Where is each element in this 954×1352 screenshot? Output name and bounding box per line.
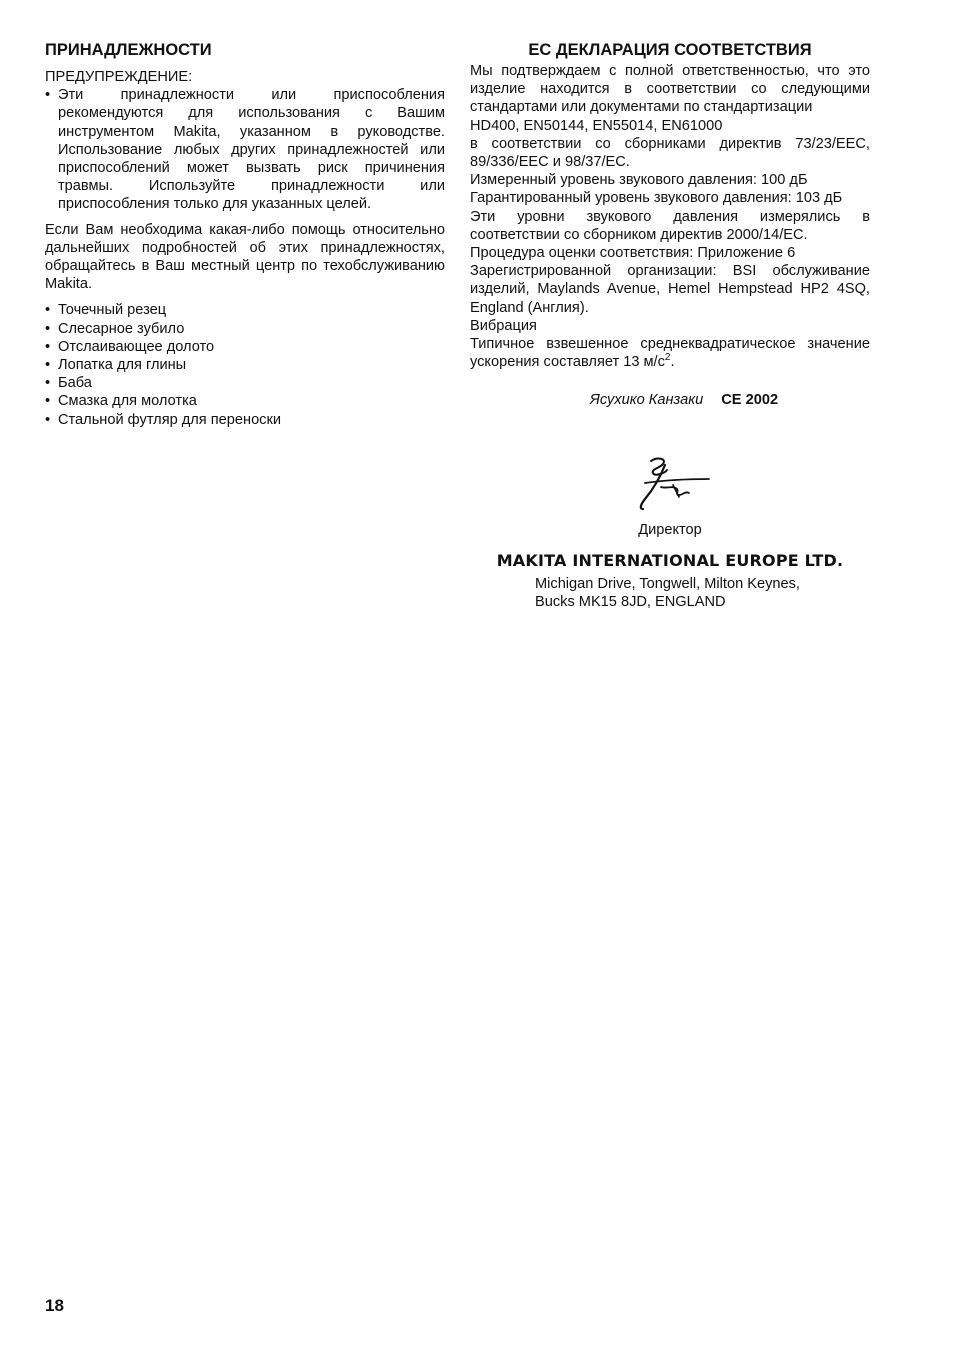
list-item: • Точечный резец (45, 301, 445, 319)
list-item: • Лопатка для глины (45, 356, 445, 374)
accessories-list (45, 301, 445, 428)
signatory-role: Директор (638, 522, 702, 538)
measured-sound-level: Измеренный уровень звукового давления: 100 дБ (470, 172, 808, 189)
list-item: • Слесарное зубило (45, 320, 445, 338)
company-name: MAKITA INTERNATIONAL EUROPE LTD. (496, 551, 844, 570)
warning-text: • Эти принадлежности или приспособления рекомендуются для использования с Вашим инструментом Makita, указанном в руководстве. Использование любых других принадлежностей или приспособлений может вызвать риск причинения травмы. Используйте принадлежности или приспособления только для указанных целей. (45, 86, 445, 213)
declaration-intro: Мы подтверждаем с полной ответственностью, что это изделие находится в соответствии со следующими стандартами или документами по стандартизации (470, 63, 870, 116)
list-item: • Баба (45, 374, 445, 392)
assessment-procedure: Процедура оценки соответствия: Приложение 6 (470, 245, 796, 262)
declaration-directives: в соответствии со сборниками директив 73/23/EEC, 89/336/EEC и 98/37/EC. (470, 135, 870, 171)
address-line-2: Bucks MK15 8JD, ENGLAND (535, 594, 726, 611)
handwritten-signature (633, 455, 713, 517)
ce-mark: CE 2002 (721, 392, 779, 409)
accessories-title: ПРИНАДЛЕЖНОСТИ (45, 41, 212, 59)
sound-measurement-note: Эти уровни звукового давления измерялись в соответствии со сборником директив 2000/14/EC. (470, 208, 870, 243)
warning-label: ПРЕДУПРЕЖДЕНИЕ: (45, 69, 193, 85)
signature-icon (633, 455, 713, 517)
warning-list (45, 86, 445, 213)
list-item: • Смазка для молотка (45, 392, 445, 410)
declaration-section (470, 40, 870, 410)
vibration-period: . (670, 354, 675, 371)
vibration-superscript: 2 (664, 352, 671, 364)
signature-line (470, 391, 870, 409)
list-item: • Стальной футляр для переноски (45, 411, 445, 429)
declaration-title: ЕС ДЕКЛАРАЦИЯ СООТВЕТСТВИЯ (528, 41, 812, 59)
declaration-standards: HD400, EN50144, EN55014, EN61000 (470, 117, 723, 134)
address-line-1: Michigan Drive, Tongwell, Milton Keynes, (535, 576, 800, 592)
company-address (535, 575, 800, 611)
vibration-value-text: Типичное взвешенное среднеквадратическое значение ускорения составляет 13 м/с (470, 336, 870, 371)
signatory-name: Ясухико Канзаки (589, 392, 704, 409)
vibration-label: Вибрация (470, 317, 537, 334)
registered-organization: Зарегистрированной организации: BSI обслуживание изделий, Maylands Avenue, Hemel Hempstead HP2 4SQ, England (Англия). (470, 263, 870, 316)
list-item: • Отслаивающее долото (45, 338, 445, 356)
page-number: 18 (45, 1296, 64, 1315)
guaranteed-sound-level: Гарантированный уровень звукового давления: 103 дБ (470, 190, 843, 207)
vibration-text (470, 335, 870, 371)
help-text: Если Вам необходима какая-либо помощь относительно дальнейших подробностей об этих принадлежностях, обращайтесь в Ваш местный центр по техобслуживанию Makita. (45, 221, 445, 293)
accessories-section (45, 40, 445, 429)
